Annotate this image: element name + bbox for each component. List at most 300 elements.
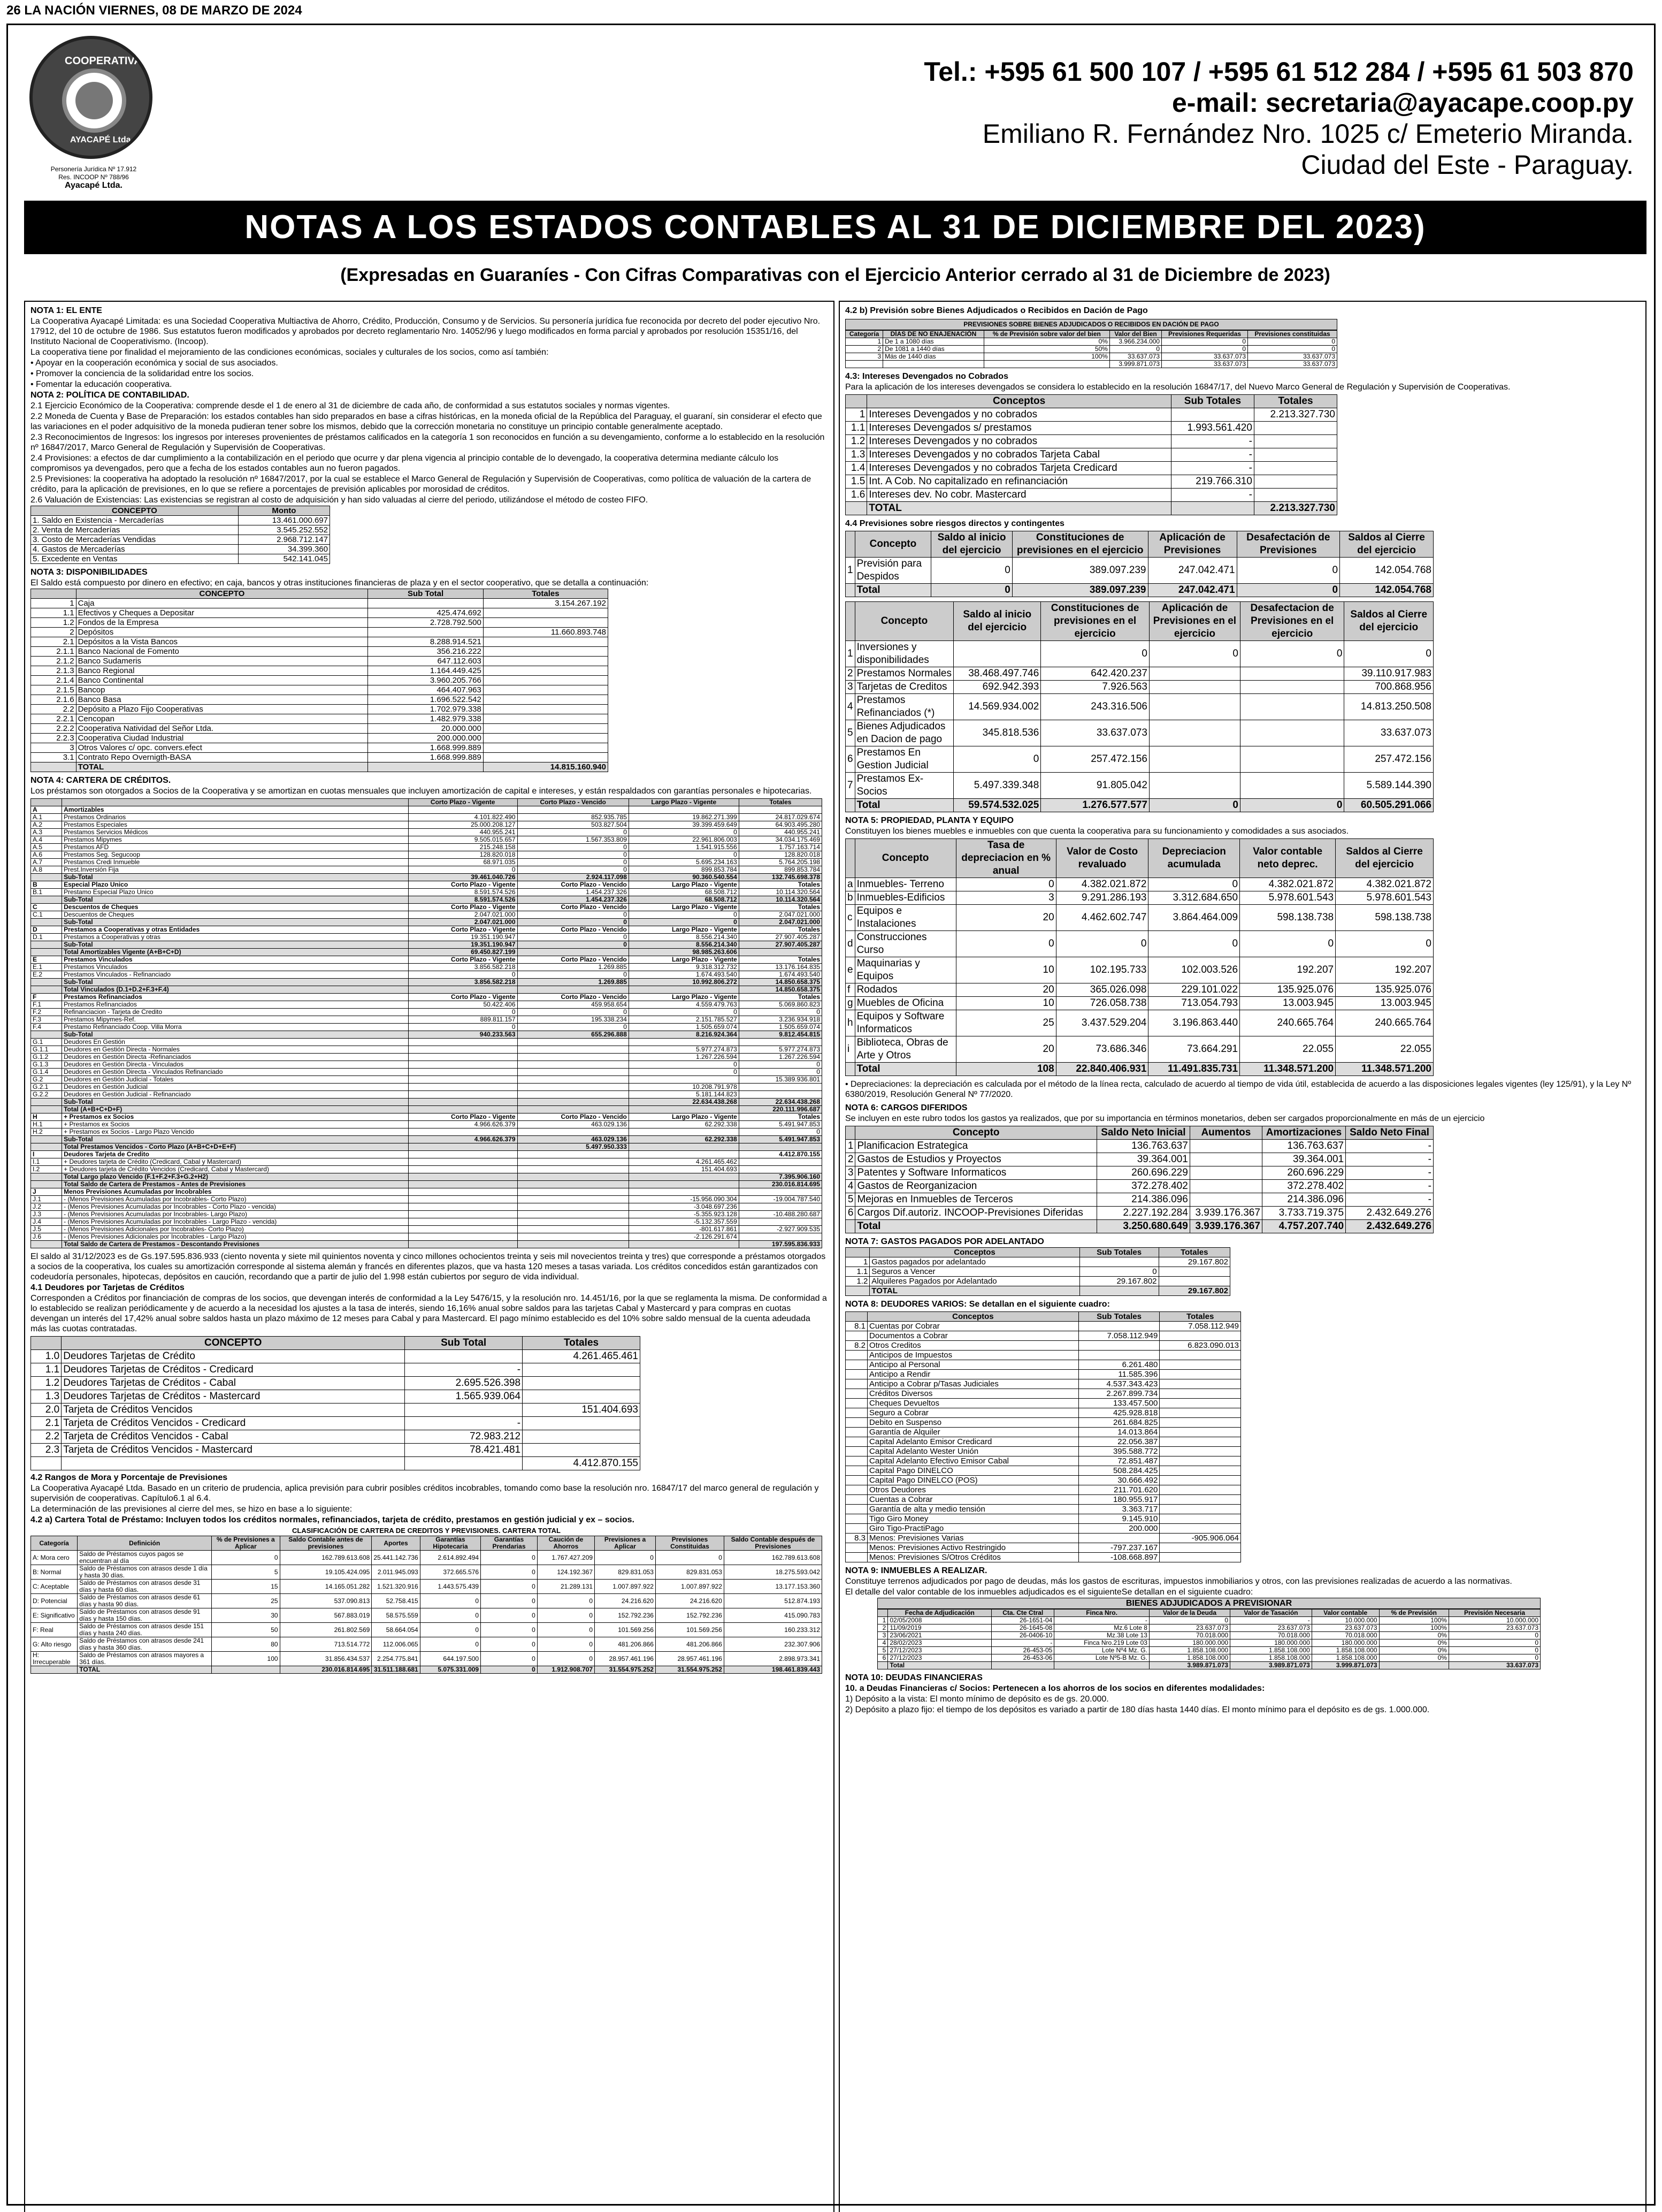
- table-row: [846, 641, 1434, 667]
- column-header: Aumentos: [1190, 1126, 1262, 1140]
- table-cell: 5.075.331.009: [420, 1666, 480, 1674]
- table-cell: 512.874.193: [724, 1594, 822, 1608]
- table-cell: 142.054.768: [1340, 584, 1434, 597]
- table-row: [31, 525, 330, 535]
- table-cell: 0: [1079, 1267, 1159, 1277]
- table-cell: 21.289.131: [537, 1580, 594, 1594]
- table-cell: Banco Basa: [76, 695, 368, 705]
- table-cell: 2: [846, 346, 883, 353]
- table-row: [846, 1505, 1241, 1514]
- table-cell: 1.5: [846, 475, 867, 489]
- table-cell: 261.684.825: [1078, 1418, 1160, 1428]
- table-cell: [517, 1151, 629, 1158]
- table-cell: 0: [1449, 1654, 1540, 1662]
- column-header: Valor contable: [1312, 1610, 1379, 1617]
- left-column: NOTA 1: EL ENTE La Cooperativa Ayacapé Limitada: es una Sociedad Cooperativa Multiactiva de Ahorro, Crédito, Producción, Consumo y de Servicios. Su personería jurídica fue reconocida por decreto del poder ejecutivo Nro. 17912, del 10 de octubre de 1986. Sus estatutos fueron modificados y aprobados por decreto reglamentario Nro. 14052/96 y luego modificados en forma parcial y aprobados por resolución 15351/16, del Instituto Nacional de Cooperativismo. (Incoop). La cooperativa tiene por finalidad el mejoramiento de las condiciones económicas, sociales y culturales de los socios, como así también: • Apoyar en la cooperación económica y social de sus asociados. • Promover la conciencia de la solidaridad entre los socios. • Fomentar la educación cooperativa. NOTA 2: POLÍTICA DE CONTABILIDAD. 2.1 Ejercicio Económico de la Cooperativa: comprende desde el 1 de enero al 31 de diciembre de cada año, de conformidad a sus estatutos sociales y normas vigentes. 2.2 Moneda de Cuenta y Base de Preparación: los estados contables han sido preparados en base a cifras históricas, en la moneda oficial de la República del Paraguay, el guaraní, sin considerar el efecto que las variaciones en el poder adquisitivo de la moneda pudieran tener sobre los mismos, debido que la corrección monetaria no constituye un principio contable generalmente aceptado. 2.3 Reconocimientos de Ingresos: los ingresos por intereses provenientes de préstamos calificados en la categoría 1 son reconocidos en función a su devengamiento, conforme a lo establecido en la resolución nº 16847/2017, Marco General de Regulación y Supervisión de Cooperativas. 2.4 Provisiones: a efectos de dar cumplimiento a la contabilización en el periodo que ocurre y dar plena vigencia al principio contable de lo devengado, la cooperativa determina mediante cálculo los compromisos ya devengados, pero que a fecha de los estados contables aun no fueron pagados. 2.5 Previsiones: la cooperativa ha adoptado la resolución nº 16847/2017, por la cual se establece el Marco General de Regulación y Supervisión de Cooperativas, como política de valuación de la cartera de crédito, para la aplicación de previsiones, en lo que se refiere a porcentajes de previsión aplicables por morosidad de créditos. 2.6 Valuación de Existencias: Las existencias se registran al costo de adquisición y han sido valuadas al cierre del periodo, utilizándose el método de costeo FIFO. CONCEPTO Monto 1. Saldo en Existencia - Mercaderías 13.461.000.697 2. Venta de Mercaderías 3.545.252.552 3. Costo de Mercaderías Vendidas 2.968.712.147 4. Gastos de Mercaderías 34.399.360 5. Excedente en Ventas 542.141.045 NOTA 3: DISPONIBILIDADES El Saldo está compuesto por dinero en efectivo; en caja, bancos y otras instituciones financieras de plaza y en el sector cooperativo, que se detalla a continuación: CONCEPTO Sub Total Totales 1 Caja 3.154.267.192 1.1 Efectivos y Cheques a Depositar 425.474.692 1.2 Fondos de la Empresa 2.728.792.500 2 Depósitos 11.660.893.748 2.1 Depósitos a la Vista Bancos 8.288.914.521 2.1.1 Banco Nacional de Fomento 356.216.222 2.1.2 Banco Sudameris 647.112.603 2.1.3 Banco Regional 1.164.449.425 2.1.4 Banco Continental 3.960.205.766 2.1.5 Bancop 464.407.963 2.1.6 Banco Basa 1.696.522.542 2.2 Depósito a Plazo Fijo Cooperativas 1.702.979.338 2.2.1 Cencopan 1.482.979.338 2.2.2 Cooperativa Natividad del Señor Ltda. 20.000.000 2.2.3 Cooperativa Ciudad Industrial 200.000.000 3 Otros Valores c/ opc. convers.efect 1.668.999.889 3.1 Contrato Repo Overnigth-BASA 1.668.999.889 TOTAL 14.815.160.940 NOTA 4: CARTERA DE CRÉDITOS. Los préstamos son otorgados a Socios de la Cooperativa y se amortizan en cuotas mensuales que incluyen amortización de capital e intereses, y están respaldados con garantías personales e hipotecarias. Corto Plazo - Vigente Corto Plazo - Vencido Largo Plazo - Vigente Totales A Amortizables A.1 Prestamos Ordinarios 4.101.822.490 852.935.785 19.862.271.399 24.817.029.674 A.2 Prestamos Especiales 25.000.208.127 503.827.504 39.399.459.649 64.903.495.280 A.3 Prestamos Servicios Médicos 440.955.241 0 0 440.955.241 A.4 Prestamos Mipymes 9.505.015.657 1.567.353.809 22.961.806.003 34.034.175.469 A.5 Prestamos AFD 215.248.158 0 1.541.915.556 1.757.163.714 A.6 Prestamos Seg. Segucoop 128.820.018 0 0 128.820.018 A.7 Prestamos Credi Inmueble 68.971.035 0 5.695.234.163 5.764.205.198 A.8 Prest.Inversión Fija 0 0 899.853.784 899.853.784 Sub-Total 39.461.040.726 2.924.117.098 90.360.540.554 132.745.698.378 B Especial Plazo Unico Corto Plazo - Vigente Corto Plazo - Vencido Largo Plazo - Vigente Totales B.1 Prestamo Especial Plazo Unico 8.591.574.526 1.454.237.326 68.508.712 10.114.320.564 Sub-Total 8.591.574.526 1.454.237.326 68.508.712 10.114.320.564 C Descuentos de Cheques Corto Plazo - Vigente Corto Plazo - Vencido Largo Plazo - Vigente Totales C.1 Descuentos de Cheques 2.047.021.000 0 0 2.047.021.000 Sub-Total 2.047.021.000 0 0 2.047.021.000 D Prestamos a Cooperativas y otras Entidades Corto Plazo - Vigente Corto Plazo - Vencido Largo Plazo - Vigente Totales D.1 Prestamos a Cooperativas y otras 19.351.190.947 0 8.556.214.340 27.907.405.287 Sub-Total 19.351.190.947 0 8.556.214.340 27.907.405.287 Total Amortizables Vigente (A+B+C+D) 69.450.827.199 98.985.263.606 E Prestamos Vinculados Corto Plazo - Vigente Corto Plazo - Vencido Largo Plazo - Vigente Totales E.1 Prestamos Vinculados 3.856.582.218 1.269.885 9.318.312.732 13.176.164.835 E.2 Prestamos Vinculados - Refinanciado 0 0 1.674.493.540 1.674.493.540 Sub-Total 3.856.582.218 1.269.885 10.992.806.272 14.850.658.375 Total Vinculados (D.1+D.2+F.3+F.4) 14.850.658.375 F Prestamos Refinanciados Corto Plazo - Vigente Corto Plazo - Vencido Largo Plazo - Vigente Totales F.1 Prestamos Refinanciados 50.422.406 459.958.654 4.559.479.763 5.069.860.823 F.2 Refinanciacion - Tarjeta de Credito 0 0 0 0 F.3 Prestamos Mipymes-Ref. 889.811.157 195.338.234 2.151.785.527 3.236.934.918 F.4 Prestamo Refinanciado Coop. Villa Morra 0 0 1.505.659.074 1.505.659.074 Sub-Total 940.233.563 655.296.888 8.216.924.364 9.812.454.815 G.1 Deudores En Gestión G.1.1 Deudores en Gestión Directa - Normales 5.977.274.873 5.977.274.873 G.1.2 Deudores en Gestión Directa -Refinanciados 1.267.226.594 1.267.226.594 G.1.3 Deudores en Gestión Directa - Vinculados 0 0 G.1.4 Deudores en Gestión Directa - Vinculados Refinanciado 0 0 G.2 Deudores en Gestión Judicial - Totales 15.389.936.801 G.2.1 Deudores en Gestión Judicial 10.208.791.978 G.2.2 Deudores en Gestión Judicial - Refinanciado 5.181.144.823 Sub-Total 22.634.438.268 22.634.438.268 Total (A+B+C+D+F) 220.111.996.687 H + Prestamos ex Socios Corto Plazo - Vigente Corto Plazo - Vencido Largo Plazo - Vigente Totales H.1 + Prestamos ex Socios 4.966.626.379 463.029.136 62.292.338 5.491.947.853 H.2 + Prestamos ex Socios - Largo Plazo Vencido 0 Sub-Total 4.966.626.379 463.029.136 62.292.338 5.491.947.853 Total Prestamos Vencidos - Corto Plazo (A+B+C+D+E+F) 5.497.950.333 I Deudores Tarjeta de Credito 4.412.870.155 I.1 + Deudores tarjeta de Crédito (Credicard, Cabal y Mastercard) 4.261.465.462 I.2 + Deudores tarjeta de Crédito Vencidos (Credicard, Cabal y Mastercard) 151.404.693 Total Largo plazo Vencido (F.1+F.2+F.3+G.2+H2) 7.395.906.160 Total Saldo de Cartera de Prestamos - Antes de Previsiones 230.016.814.695 J Menos Previsiones Acumuladas por Incobrables J.1 - (Menos Previsiones Acumuladas por Incobrables- Corto Plazo) -15.956.090.304 -19.004.787.540 J.2 - (Menos Previsiones Acumuladas por Incobrables - Corto Plazo - vencida) -3.048.697.236 J.3 - (Menos Previsiones Acumuladas por Incobrables- Largo Plazo) -5.355.923.128 -10.488.280.687 J.4 - (Menos Previsiones Acumuladas por Incobrables - Largo Plazo - vencida) -5.132.357.559 J.5 - (Menos Previsiones Adicionales por Incobrables- Corto Plazo) -801.617.861 -2.927.909.535 J.6 - (Menos Previsiones Adicionales por Incobrables - Largo Plazo) -2.126.291.674 Total Saldo de Cartera de Prestamos - Descontando Previsiones 197.595.836.933 El saldo al 31/12/2023 es de Gs.197.595.836.933 (ciento noventa y siete mil quinientos noventa y cinco millones ochocientos treinta y seis mil novecientos treinta y tres) que corresponde a préstamos otorgados a socios de la cooperativa, los cuales su amortización corresponde al sistema alemán y francés en diferentes plazos, que va hasta 120 meses a tasas variada. Los créditos concedidos están garantizados con codeudoría personales, hipotecas, depósitos en caución, recordando que a partir de julio del 1.998 están cubiertos por seguro de vida individual. 4.1 Deudores por Tarjetas de Créditos Corresponden a Créditos por financiación de compras de los socios, que devengan interés de conformidad a la Ley 5476/15, y la resolución nro. 14.451/16, por la que se reglamenta la misma. De conformidad a lo establecido se realizan periódicamente y de acuerdo a la necesidad los ajustes a la tasa de interés, siendo 16,16% anual sobre saldos para las tarjetas Cabal y Mastercard y para compras en cuotas devengan un interés del 17,42% anual sobre saldos hasta un plazo máximo de 12 meses para Cabal y para Mastercard. El pago mínimo establecido es del 10% sobre saldo mensual de la cuenta adeudada más las cuotas contratadas. CONCEPTO Sub Total Totales 1.0 Deudores Tarjetas de Crédito 4.261.465.461 1.1 Deudores Tarjetas de Créditos - Credicard - 1.2 Deudores Tarjetas de Créditos - Cabal 2.695.526.398 1.3 Deudores Tarjetas de Créditos - Mastercard 1.565.939.064 2.0 Tarjeta de Créditos Vencidos 151.404.693 2.1 Tarjeta de Créditos Vencidos - Credicard - 2.2 Tarjeta de Créditos Vencidos - Cabal 72.983.212 2.3 Tarjeta de Créditos Vencidos - Mastercard 78.421.481 4.412.870.155 4.2 Rangos de Mora y Porcentaje de Previsiones La Cooperativa Ayacapé Ltda. Basado en un criterio de prudencia, aplica previsión para cubrir posibles créditos incobrables, tomando como base la resolución nro. 16847/17 del marco general de regulación y supervisión de cooperativas. Capítulo6.1 al 6.4. La determinación de las previsiones al cierre del mes, se hizo en base a lo siguiente: 4.2 a) Cartera Total de Préstamo: Incluyen todos los créditos normales, refinanciados, tarjeta de crédito, prestamos en gestión judicial y ex – socios. CLASIFICACIÓN DE CARTERA DE CREDITOS Y PREVISIONES. CARTERA TOTAL Categoría Definición % de Previsiones a Aplicar Saldo Contable antes de previsiones Aportes Garantías Hipotecaria Garantías Prendarias Caución de Ahorros Previsiones a Aplicar Previsiones Constituidas Saldo Contable después de Previsiones A: Mora cero Saldo de Préstamos cuyos pagos se encuentran al día 0 162.789.613.608 25.441.142.736 2.614.892.494 0 1.767.427.209 0 0 162.789.613.608 B: Normal Saldo de Préstamos con atrasos desde 1 día y hasta 30 días. 5 19.105.424.095 2.011.945.093 372.665.576 0 124.192.367 829.831.053 829.831.053 18.275.593.042 C: Aceptable Saldo de Préstamos con atrasos desde 31 días y hasta 60 días. 15 14.165.051.282 1.521.320.916 1.443.575.439 0 21.289.131 1.007.897.922 1.007.897.922 13.177.153.360 D: Potencial Saldo de Préstamos con atrasos desde 61 días y hasta 90 días. 25 537.090.813 52.758.415 0 0 0 24.216.620 24.216.620 512.874.193 E: Significativo Saldo de Préstamos con atrasos desde 91 días y hasta 150 días. 30 567.883.019 58.575.559 0 0 0 152.792.236 152.792.236 415.090.783 F: Real Saldo de Préstamos con atrasos desde 151 días y hasta 240 días. 50 261.802.569 58.664.054 0 0 0 101.569.256 101.569.256 160.233.312 G: Alto riesgo Saldo de Préstamos con atrasos desde 241 días y hasta 360 días. 80 713.514.772 112.006.065 0 0 0 481.206.866 481.206.866 232.307.906 H: Irrecuperable Saldo de Préstamos con atrasos mayores a 361 días. 100 31.856.434.537 2.254.775.841 644.197.500 0 0 28.957.461.196 28.957.461.196 2.898.973.341 TOTAL 230.016.814.695 31.511.188.681 5.075.331.009 0 1.912.908.707 31.554.975.252 31.554.975.252 198.461.839.443: [24, 301, 834, 2212]
- table-row: [31, 919, 822, 926]
- table-cell: 30.666.492: [1078, 1476, 1160, 1485]
- table-cell: Mz.6 Lote 8: [1054, 1624, 1150, 1632]
- table-cell: Int. A Cob. No capitalizado en refinanciación: [867, 475, 1171, 489]
- table-row: [31, 1158, 822, 1166]
- table-cell: Menos: Previsiones Activo Restringido: [868, 1543, 1079, 1553]
- table-cell: G.2.1: [31, 1084, 62, 1091]
- table-cell: [517, 1076, 629, 1084]
- table-row: [31, 1444, 640, 1457]
- column-header: CONCEPTO: [76, 589, 368, 599]
- table-cell: 261.802.569: [280, 1623, 372, 1637]
- table-cell: 128.820.018: [408, 851, 517, 859]
- table-cell: 20: [956, 983, 1056, 997]
- table-cell: Bienes Adjudicados en Dacion de pago: [855, 720, 954, 746]
- table-cell: 1.482.979.338: [368, 714, 484, 724]
- table-cell: i: [846, 1036, 855, 1063]
- table-row: [31, 637, 608, 647]
- table-cell: -: [1171, 435, 1254, 448]
- table-cell: Tigo Giro Money: [868, 1514, 1079, 1524]
- table-cell: [1078, 1351, 1160, 1360]
- table-cell: 5.069.860.823: [739, 1001, 822, 1009]
- table-cell: [1160, 1437, 1241, 1447]
- table-cell: Fondos de la Empresa: [76, 618, 368, 628]
- table-cell: 33.637.073: [1041, 720, 1150, 746]
- page-subtitle: (Expresadas en Guaraníes - Con Cifras Comparativas con el Ejercicio Anterior cerrado al 31 de Diciembre de 2023): [340, 265, 1330, 285]
- table-cell: 5.181.144.823: [629, 1091, 739, 1099]
- table-cell: 0: [481, 1565, 538, 1580]
- table-cell: 33.637.073: [1248, 361, 1337, 368]
- table-cell: Especial Plazo Unico: [62, 881, 409, 889]
- table-row: [31, 1226, 822, 1233]
- table-cell: 3.545.252.552: [238, 525, 330, 535]
- table-cell: Anticipo al Personal: [868, 1360, 1079, 1370]
- table-row: [31, 676, 608, 685]
- table-cell: 0: [537, 1623, 594, 1637]
- table-cell: 3.1: [31, 753, 76, 762]
- table-cell: [408, 1203, 517, 1211]
- table-cell: [517, 1181, 629, 1188]
- table-cell: [517, 1039, 629, 1046]
- table-cell: 3.989.871.073: [1149, 1662, 1230, 1669]
- table-cell: 100%: [984, 353, 1109, 361]
- table-cell: 0: [1162, 346, 1248, 353]
- table-cell: [1254, 475, 1337, 489]
- table-cell: [1079, 1257, 1159, 1267]
- table-cell: [846, 1456, 868, 1466]
- column-header: Previsiones constituidas: [1248, 331, 1337, 338]
- table-row: [846, 1220, 1434, 1233]
- table-cell: 62.292.338: [629, 1136, 739, 1143]
- table-cell: [1160, 1389, 1241, 1399]
- table-row: [31, 666, 608, 676]
- table-cell: 5. Excedente en Ventas: [31, 554, 239, 564]
- table-cell: Prestamos Refinanciados: [62, 1001, 409, 1009]
- table-cell: 19.351.190.947: [408, 934, 517, 941]
- table-cell: [523, 1377, 640, 1390]
- table-cell: [1149, 694, 1240, 720]
- table-cell: 0: [517, 844, 629, 851]
- table-cell: 3.939.176.367: [1190, 1207, 1262, 1220]
- table-cell: [408, 1054, 517, 1061]
- table-cell: 33.637.073: [1162, 361, 1248, 368]
- table-cell: [1078, 1322, 1160, 1331]
- table-cell: 0: [1240, 641, 1344, 667]
- table-cell: [408, 986, 517, 994]
- table-cell: 463.029.136: [517, 1121, 629, 1128]
- table-row: [846, 1322, 1241, 1331]
- table-cell: [846, 799, 855, 812]
- table-cell: 0: [1148, 931, 1240, 957]
- column-header: Previsiones a Aplicar: [595, 1536, 656, 1551]
- table-cell: -797.237.167: [1078, 1543, 1160, 1553]
- table-cell: 102.195.733: [1056, 957, 1148, 983]
- table-cell: 98.985.263.606: [629, 949, 739, 956]
- column-header: Saldos al Cierre del ejercicio: [1344, 602, 1434, 641]
- table-cell: 2: [31, 628, 76, 637]
- table-cell: 22.840.406.931: [1056, 1063, 1148, 1076]
- table-header: [846, 1126, 1434, 1140]
- table-cell: 1.565.939.064: [405, 1390, 523, 1404]
- table-cell: 0: [739, 1009, 822, 1016]
- table-cell: 1.2: [846, 1277, 870, 1286]
- table-cell: 229.101.022: [1148, 983, 1240, 997]
- table-cell: [408, 1241, 517, 1248]
- table-cell: Capital Adelanto Wester Unión: [868, 1447, 1079, 1456]
- table-cell: 70.018.000: [1230, 1632, 1312, 1639]
- table-cell: 33.637.073: [1344, 720, 1434, 746]
- table-cell: 25.441.142.736: [372, 1551, 420, 1565]
- table-cell: 1.1: [846, 422, 867, 435]
- table-cell: [1190, 1180, 1262, 1193]
- table-row: [31, 1054, 822, 1061]
- table-cell: Saldo de Préstamos con atrasos desde 1 día y hasta 30 días.: [78, 1565, 212, 1580]
- table-cell: [408, 1211, 517, 1218]
- table-cell: 0: [517, 859, 629, 866]
- table-cell: 20.000.000: [368, 724, 484, 734]
- table-cell: Sub-Total: [62, 979, 409, 986]
- table-cell: [1149, 667, 1240, 681]
- table-cell: -: [1346, 1140, 1434, 1153]
- table-cell: Seguros a Vencer: [870, 1267, 1079, 1277]
- table-cell: 2.432.649.276: [1346, 1220, 1434, 1233]
- table-cell: 10.000.000: [1449, 1617, 1540, 1624]
- column-header: Desafectación de Previsiones: [1237, 531, 1340, 558]
- page-title: NOTAS A LOS ESTADOS CONTABLES AL 31 DE DICIEMBRE DEL 2023): [24, 201, 1646, 254]
- table-cell: Garantía de Alquiler: [868, 1428, 1079, 1437]
- table-cell: 152.792.236: [655, 1608, 724, 1623]
- table-cell: Intereses Devengados y no cobrados Tarjeta Credicard: [867, 462, 1171, 475]
- table-cell: Total Amortizables Vigente (A+B+C+D): [62, 949, 409, 956]
- table-cell: 1.696.522.542: [368, 695, 484, 705]
- table-cell: Deudores Tarjetas de Créditos - Credicard: [62, 1363, 405, 1377]
- table-cell: Prestamos Especiales: [62, 821, 409, 829]
- table-cell: 1.454.237.326: [517, 896, 629, 904]
- table-cell: 1.2: [846, 435, 867, 448]
- table-cell: [31, 979, 62, 986]
- column-header: % de Previsiones a Aplicar: [212, 1536, 280, 1551]
- table-cell: 20: [956, 1036, 1056, 1063]
- table-cell: G.1.1: [31, 1046, 62, 1054]
- column-header: Garantías Hipotecaria: [420, 1536, 480, 1551]
- table-row: [846, 489, 1337, 502]
- table-cell: B: [31, 881, 62, 889]
- table-row: [31, 1091, 822, 1099]
- table-header: [846, 1248, 1230, 1257]
- table-cell: [739, 1039, 822, 1046]
- table-cell: 10: [956, 997, 1056, 1010]
- table-cell: 2.432.649.276: [1346, 1207, 1434, 1220]
- table-cell: 112.006.065: [372, 1637, 420, 1652]
- table-row: [31, 1121, 822, 1128]
- table-cell: 247.042.471: [1148, 584, 1237, 597]
- table-cell: 1.3: [31, 1390, 62, 1404]
- table-cell: [408, 1158, 517, 1166]
- table-cell: [883, 361, 984, 368]
- table-cell: 0: [655, 1551, 724, 1565]
- table-row: [31, 1039, 822, 1046]
- table-cell: 0: [1336, 931, 1434, 957]
- table-cell: [517, 1233, 629, 1241]
- table-cell: Banco Nacional de Fomento: [76, 647, 368, 657]
- table-cell: 0: [1240, 931, 1336, 957]
- table-cell: 13.176.164.835: [739, 964, 822, 971]
- adjudicated-provisions-table: [845, 330, 1337, 368]
- table-cell: H.2: [31, 1128, 62, 1136]
- column-header: Concepto: [855, 839, 956, 878]
- table-cell: 644.197.500: [420, 1652, 480, 1666]
- table-cell: [739, 1233, 822, 1241]
- table-row: [31, 608, 608, 618]
- table-cell: A.7: [31, 859, 62, 866]
- table-cell: 4.966.626.379: [408, 1136, 517, 1143]
- table-cell: 3.989.871.073: [1230, 1662, 1312, 1669]
- table-cell: 372.665.576: [420, 1565, 480, 1580]
- table-row: [846, 1476, 1241, 1485]
- column-header: Aplicación de Previsiones: [1148, 531, 1237, 558]
- table-cell: Inmuebles- Terreno: [855, 878, 956, 891]
- table-cell: [1160, 1379, 1241, 1389]
- table-cell: 22.055: [1240, 1036, 1336, 1063]
- table-cell: 162.789.613.608: [724, 1551, 822, 1565]
- table-cell: 5.491.947.853: [739, 1136, 822, 1143]
- table-cell: [31, 1173, 62, 1181]
- table-cell: Maquinarias y Equipos: [855, 957, 956, 983]
- table-cell: 3.312.684.650: [1148, 891, 1240, 905]
- table-cell: 0: [1149, 1617, 1230, 1624]
- table-cell: 6: [878, 1654, 888, 1662]
- table-cell: Corto Plazo - Vencido: [517, 1113, 629, 1121]
- table-row: [846, 1389, 1241, 1399]
- table-cell: [629, 1039, 739, 1046]
- table-cell: 19.105.424.095: [280, 1565, 372, 1580]
- table-cell: 713.054.793: [1148, 997, 1240, 1010]
- table-row: [846, 891, 1434, 905]
- table-cell: 136.763.637: [1097, 1140, 1190, 1153]
- table-cell: J.1: [31, 1196, 62, 1203]
- table-cell: 2.213.327.730: [1254, 408, 1337, 422]
- table-row: [846, 1360, 1241, 1370]
- adjudicated-title: PREVISIONES SOBRE BIENES ADJUDICADOS O RECIBIDOS EN DACIÓN DE PAGO: [845, 319, 1337, 330]
- table-cell: [408, 1218, 517, 1226]
- table-cell: 192.207: [1240, 957, 1336, 983]
- table-cell: [408, 1181, 517, 1188]
- table-cell: [846, 361, 883, 368]
- table-cell: 2.2.1: [31, 714, 76, 724]
- table-row: [31, 829, 822, 836]
- table-cell: 4.382.021.872: [1336, 878, 1434, 891]
- table-cell: E: [31, 956, 62, 964]
- table-cell: 2.898.973.341: [724, 1652, 822, 1666]
- table-cell: 5.497.339.348: [954, 773, 1041, 799]
- table-row: [846, 1428, 1241, 1437]
- table-cell: 0: [739, 1069, 822, 1076]
- table-cell: 11.585.396: [1078, 1370, 1160, 1379]
- table-cell: 5.764.205.198: [739, 859, 822, 866]
- table-cell: 2.0: [31, 1404, 62, 1417]
- column-header: Totales: [1159, 1248, 1230, 1257]
- table-cell: h: [846, 1010, 855, 1036]
- table-cell: G.1.2: [31, 1054, 62, 1061]
- table-cell: Seguro a Cobrar: [868, 1408, 1079, 1418]
- table-cell: -: [992, 1639, 1054, 1647]
- table-cell: Otros Creditos: [868, 1341, 1079, 1351]
- table-cell: 1.674.493.540: [629, 971, 739, 979]
- table-cell: [1054, 1662, 1150, 1669]
- table-cell: Total Prestamos Vencidos - Corto Plazo (A+B+C+D+E+F): [62, 1143, 409, 1151]
- table-cell: [408, 1076, 517, 1084]
- column-header: Desafectacion de Previsiones en el ejercicio: [1240, 602, 1344, 641]
- table-row: [846, 353, 1337, 361]
- table-cell: 0: [629, 1069, 739, 1076]
- table-row: [31, 1233, 822, 1241]
- table-cell: 440.955.241: [739, 829, 822, 836]
- table-cell: 80: [212, 1637, 280, 1652]
- table-cell: [517, 1069, 629, 1076]
- table-cell: 0: [481, 1608, 538, 1623]
- table-cell: [1171, 408, 1254, 422]
- table-cell: 829.831.053: [655, 1565, 724, 1580]
- column-header: [31, 799, 62, 806]
- email: e-mail: secretaria@ayacape.coop.py: [1171, 88, 1634, 118]
- table-row: [31, 695, 608, 705]
- table-cell: [846, 1351, 868, 1360]
- column-header: Valor de la Deuda: [1149, 1610, 1230, 1617]
- table-row: [31, 618, 608, 628]
- table-cell: [1160, 1370, 1241, 1379]
- table-cell: [739, 1166, 822, 1173]
- column-header: Aplicación de Previsiones en el ejercicio: [1149, 602, 1240, 641]
- table-cell: 243.316.506: [1041, 694, 1150, 720]
- table-cell: 829.831.053: [595, 1565, 656, 1580]
- table-cell: [1160, 1514, 1241, 1524]
- table-cell: [1160, 1485, 1241, 1495]
- table-cell: [1160, 1351, 1241, 1360]
- table-cell: [517, 1196, 629, 1203]
- table-row: [31, 949, 822, 956]
- table-cell: Saldo de Préstamos con atrasos desde 31 días y hasta 60 días.: [78, 1580, 212, 1594]
- table-cell: 14.013.864: [1078, 1428, 1160, 1437]
- table-row: [878, 1617, 1541, 1624]
- table-cell: 0: [212, 1551, 280, 1565]
- table-cell: [31, 1666, 78, 1674]
- table-cell: 25.000.208.127: [408, 821, 517, 829]
- table-cell: 1.1: [31, 608, 76, 618]
- table-cell: Total: [888, 1662, 992, 1669]
- table-row: [878, 1624, 1541, 1632]
- table-cell: Totales: [739, 1113, 822, 1121]
- column-header: CONCEPTO: [62, 1337, 405, 1350]
- table-row: [31, 743, 608, 753]
- table-row: [31, 1061, 822, 1069]
- table-cell: G.1.3: [31, 1061, 62, 1069]
- table-cell: [1160, 1524, 1241, 1534]
- table-row: [31, 956, 822, 964]
- table-cell: Sub-Total: [62, 874, 409, 881]
- table-cell: 852.935.785: [517, 814, 629, 821]
- table-cell: 68.508.712: [629, 889, 739, 896]
- table-row: [31, 1069, 822, 1076]
- table-cell: [1149, 773, 1240, 799]
- table-cell: [31, 1106, 62, 1113]
- table-cell: Deudores en Gestión Directa - Vinculados: [62, 1061, 409, 1069]
- table-cell: [517, 1106, 629, 1113]
- table-cell: 389.097.239: [1012, 584, 1148, 597]
- column-header: [846, 1312, 868, 1322]
- table-cell: [1240, 667, 1344, 681]
- table-cell: 5.977.274.873: [739, 1046, 822, 1054]
- table-cell: 1: [31, 599, 76, 608]
- table-cell: 0: [629, 1009, 739, 1016]
- table-cell: 0: [1237, 558, 1340, 584]
- table-cell: 463.029.136: [517, 1136, 629, 1143]
- table-row: [846, 346, 1337, 353]
- column-header: Categoría: [31, 1536, 78, 1551]
- table-cell: -: [1171, 462, 1254, 475]
- column-header: Conceptos: [868, 1312, 1079, 1322]
- table-row: [846, 997, 1434, 1010]
- table-cell: 60.505.291.066: [1344, 799, 1434, 812]
- table-cell: 39.364.001: [1097, 1153, 1190, 1166]
- table-cell: 31.856.434.537: [280, 1652, 372, 1666]
- table-row: [31, 628, 608, 637]
- table-row: [31, 851, 822, 859]
- column-header: Caución de Ahorros: [537, 1536, 594, 1551]
- table-cell: 72.851.487: [1078, 1456, 1160, 1466]
- table-cell: 8.556.214.340: [629, 941, 739, 949]
- table-cell: 214.386.096: [1097, 1193, 1190, 1207]
- table-cell: 0: [517, 971, 629, 979]
- table-cell: 214.386.096: [1262, 1193, 1345, 1207]
- table-cell: [1149, 681, 1240, 694]
- table-cell: 1. Saldo en Existencia - Mercaderías: [31, 516, 239, 525]
- table-cell: 1.858.108.000: [1230, 1647, 1312, 1654]
- inventory-table: [30, 506, 330, 564]
- table-cell: 5: [878, 1647, 888, 1654]
- table-cell: 59.574.532.025: [954, 799, 1041, 812]
- table-cell: [408, 1188, 517, 1196]
- table-row: [31, 1390, 640, 1404]
- table-cell: 3.733.719.375: [1262, 1207, 1345, 1220]
- table-cell: 13.177.153.360: [724, 1580, 822, 1594]
- table-cell: TOTAL: [78, 1666, 212, 1674]
- table-cell: J.2: [31, 1203, 62, 1211]
- table-cell: 0: [1041, 641, 1150, 667]
- table-row: [31, 516, 330, 525]
- table-cell: c: [846, 905, 855, 931]
- table-cell: [408, 1099, 517, 1106]
- table-row: [31, 1623, 822, 1637]
- table-cell: [1379, 1662, 1449, 1669]
- table-cell: [1254, 435, 1337, 448]
- table-cell: [517, 1173, 629, 1181]
